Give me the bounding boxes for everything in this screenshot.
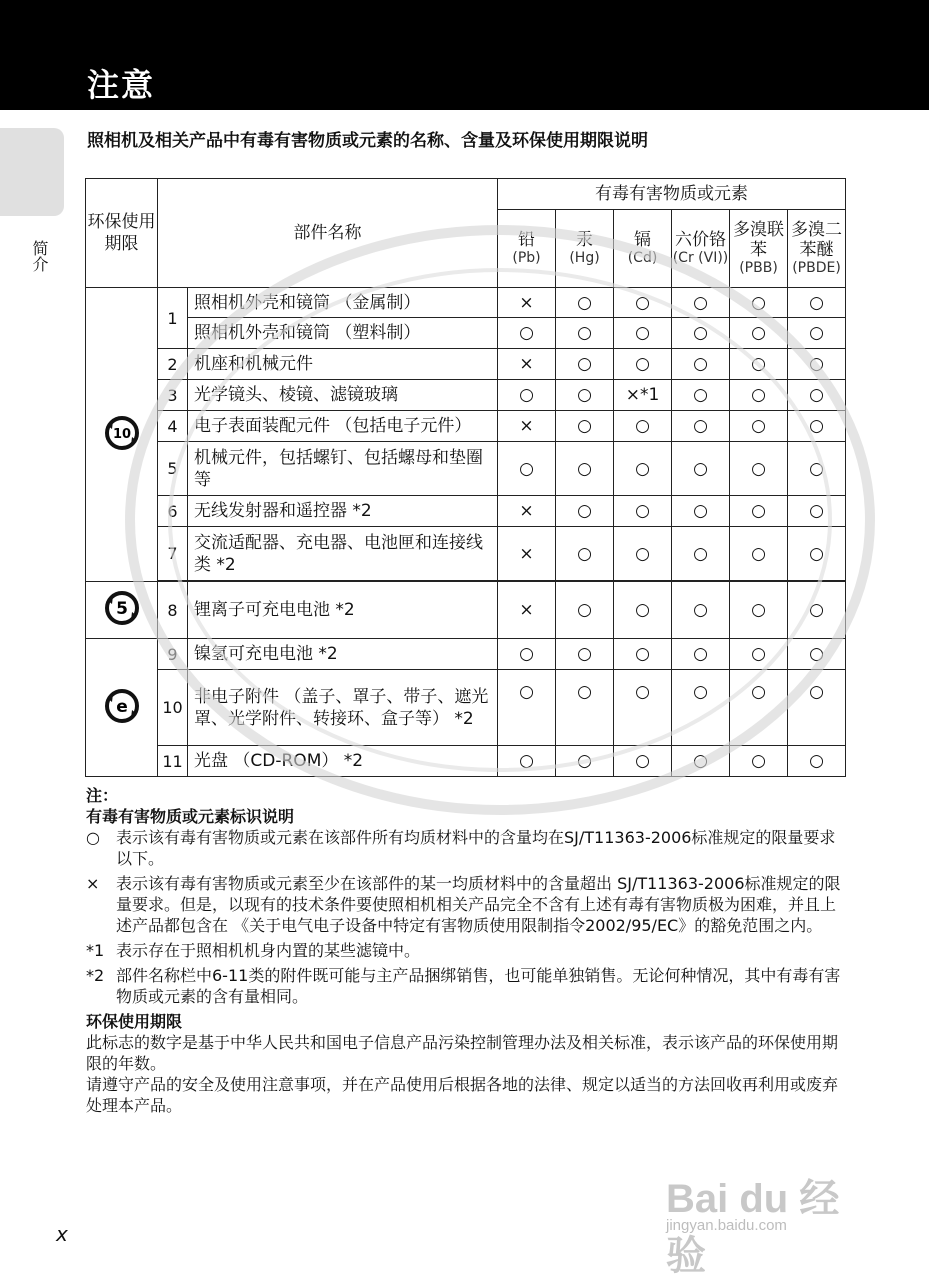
mark-cell: ○ [788,380,846,411]
part-name: 光盘 （CD-ROM） *2 [188,746,498,777]
mark-cell: ○ [556,639,614,670]
period-5-cell [86,582,158,639]
mark-cell: ○ [556,288,614,318]
notes-label: 注： [86,786,119,805]
svg-text:e: e [115,696,128,717]
mark-cell: ○ [556,746,614,777]
mark-cell: ○ [498,442,556,496]
part-name: 电子表面装配元件 （包括电子元件） [188,411,498,442]
page-number: x [56,1222,68,1246]
mark-cell: ○ [672,527,730,581]
mark-cell: ○ [788,496,846,527]
mark-cell: ○ [614,442,672,496]
mark-cell: ○ [672,380,730,411]
mark-cell: ○ [730,746,788,777]
mark-cell: ○ [788,411,846,442]
substance-header: 铅 (Pb) [498,210,556,288]
svg-text:5: 5 [115,599,128,619]
mark-cell: ○ [788,318,846,349]
baidu-url: jingyan.baidu.com [666,1217,787,1234]
row-number: 1 [158,288,188,349]
mark-cell: ○ [498,746,556,777]
mark-cell: ○ [556,318,614,349]
substance-table [85,178,846,777]
mark-cell: ○ [672,582,730,639]
mark-cell: × [498,582,556,639]
mark-cell: ○ [556,442,614,496]
mark-cell: ○ [614,288,672,318]
baidu-logo: Bai du 经验 [666,1177,840,1278]
note-star1: *1 表示存在于照相机机身内置的某些滤镜中。 [86,941,421,960]
mark-cell: ○ [730,411,788,442]
part-name: 交流适配器、充电器、电池匣和连接线类 *2 [188,527,498,581]
mark-cell: ○ [614,670,672,746]
period-10-cell [86,288,158,582]
period-e-cell [86,639,158,777]
mark-cell: ○ [788,746,846,777]
mark-cell: ○ [614,349,672,380]
note-x: × 表示该有毒有害物质或元素至少在该部件的某一均质材料中的含量超出 SJ/T11363-2006标准规定的限量要求。但是，以现有的技术条件要使照相机相关产品完全不含有上述有毒有害物质极为困难，并且上述产品都包含在 《关于电气电子设备中特定有害物质使用限制指令2002/95/EC》的豁免范围之内。 [86,874,841,935]
mark-cell: ○ [556,496,614,527]
mark-cell: ○ [672,442,730,496]
mark-cell: ○ [614,746,672,777]
circle-mark-icon: ○ [86,828,100,847]
mark-cell: ○ [788,670,846,746]
part-name: 机械元件，包括螺钉、包括螺母和垫圈等 [188,442,498,496]
mark-cell: ○ [556,527,614,581]
mark-cell: ○ [672,318,730,349]
mark-cell: ○ [672,639,730,670]
mark-cell: ○ [730,496,788,527]
mark-cell: ○ [730,670,788,746]
substance-header: 六价铬 (Cr (VI)) [672,210,730,288]
mark-cell: ○ [498,380,556,411]
row-number: 7 [158,527,188,581]
mark-cell: ○ [556,670,614,746]
substance-header: 汞 (Hg) [556,210,614,288]
part-name: 非电子附件 （盖子、罩子、带子、遮光罩、光学附件、转接环、盒子等） *2 [188,670,498,746]
mark-cell: ○ [730,288,788,318]
mark-cell: ○ [730,527,788,581]
substance-header: 多溴二苯醚 (PBDE) [788,210,846,288]
page-title: 注意 [87,66,156,104]
mark-cell: ○ [498,670,556,746]
mark-cell: × [498,496,556,527]
mark-cell: ○ [556,582,614,639]
mark-cell: ○ [672,670,730,746]
cross-mark-icon: × [86,874,100,893]
mark-cell: ○ [556,380,614,411]
recycle-5-icon [102,588,142,628]
row-number: 2 [158,349,188,380]
baidu-watermark [666,1145,866,1278]
mark-cell: ○ [672,496,730,527]
row-number: 5 [158,442,188,496]
mark-cell: ○ [614,411,672,442]
row-number: 10 [158,670,188,746]
header-part-name: 部件名称 [158,179,498,288]
mark-cell: ○ [730,639,788,670]
svg-text:10: 10 [112,426,131,442]
row-number: 3 [158,380,188,411]
mark-cell: × [498,288,556,318]
row-number: 9 [158,639,188,670]
mark-cell: ○ [730,380,788,411]
header-bar [0,0,929,110]
part-name: 镍氢可充电电池 *2 [188,639,498,670]
mark-cell: ○ [614,318,672,349]
recycle-e-icon [102,686,142,726]
mark-cell: ○ [730,582,788,639]
mark-cell: ×*1 [614,380,672,411]
mark-cell: × [498,527,556,581]
period-heading: 环保使用期限 [86,1012,183,1031]
note-star2: *2 部件名称栏中6-11类的附件既可能与主产品捆绑销售，也可能单独销售。无论何种情况，其中有毒有害物质或元素的含有量相同。 [86,966,841,1006]
mark-cell: × [498,349,556,380]
mark-cell: ○ [498,639,556,670]
row-number: 4 [158,411,188,442]
row-number: 6 [158,496,188,527]
part-name: 机座和机械元件 [188,349,498,380]
mark-cell: ○ [672,349,730,380]
mark-cell: ○ [788,288,846,318]
recycle-10-icon [102,413,142,453]
part-name: 照相机外壳和镜筒 （金属制） [188,288,498,318]
mark-cell: ○ [614,582,672,639]
mark-cell: ○ [788,527,846,581]
period-text-2: 请遵守产品的安全及使用注意事项，并在产品使用后根据各地的法律、规定以适当的方法回收再利用或废弃处理本产品。 [86,1075,839,1115]
side-tab-label: 简介 [30,240,49,272]
mark-cell: ○ [614,496,672,527]
part-name: 无线发射器和遥控器 *2 [188,496,498,527]
mark-cell: ○ [672,746,730,777]
row-number: 11 [158,746,188,777]
header-substances: 有毒有害物质或元素 [498,179,846,210]
header-period: 环保使用期限 [86,179,158,288]
substance-header: 镉 (Cd) [614,210,672,288]
mark-cell: ○ [730,349,788,380]
mark-cell: ○ [788,442,846,496]
part-name: 照相机外壳和镜筒 （塑料制） [188,318,498,349]
mark-cell: ○ [556,411,614,442]
mark-cell: ○ [730,318,788,349]
mark-heading: 有毒有害物质或元素标识说明 [86,807,295,826]
period-text-1: 此标志的数字是基于中华人民共和国电子信息产品污染控制管理办法及相关标准，表示该产品的环保使用期限的年数。 [86,1033,839,1073]
mark-cell: ○ [614,639,672,670]
part-name: 锂离子可充电电池 *2 [188,582,498,639]
mark-cell: ○ [788,349,846,380]
mark-cell: ○ [672,411,730,442]
mark-cell: × [498,411,556,442]
mark-cell: ○ [556,349,614,380]
mark-cell: ○ [672,288,730,318]
section-subtitle: 照相机及相关产品中有毒有害物质或元素的名称、含量及环保使用期限说明 [87,131,648,151]
mark-cell: ○ [730,442,788,496]
mark-cell: ○ [498,318,556,349]
notes-section [86,785,846,1116]
part-name: 光学镜头、棱镜、滤镜玻璃 [188,380,498,411]
note-o: ○ 表示该有毒有害物质或元素在该部件所有均质材料中的含量均在SJ/T11363-2006标准规定的限量要求以下。 [86,828,836,868]
mark-cell: ○ [788,582,846,639]
mark-cell: ○ [614,527,672,581]
substance-header: 多溴联苯 (PBB) [730,210,788,288]
row-number: 8 [158,582,188,639]
mark-cell: ○ [788,639,846,670]
side-tab [0,128,64,216]
